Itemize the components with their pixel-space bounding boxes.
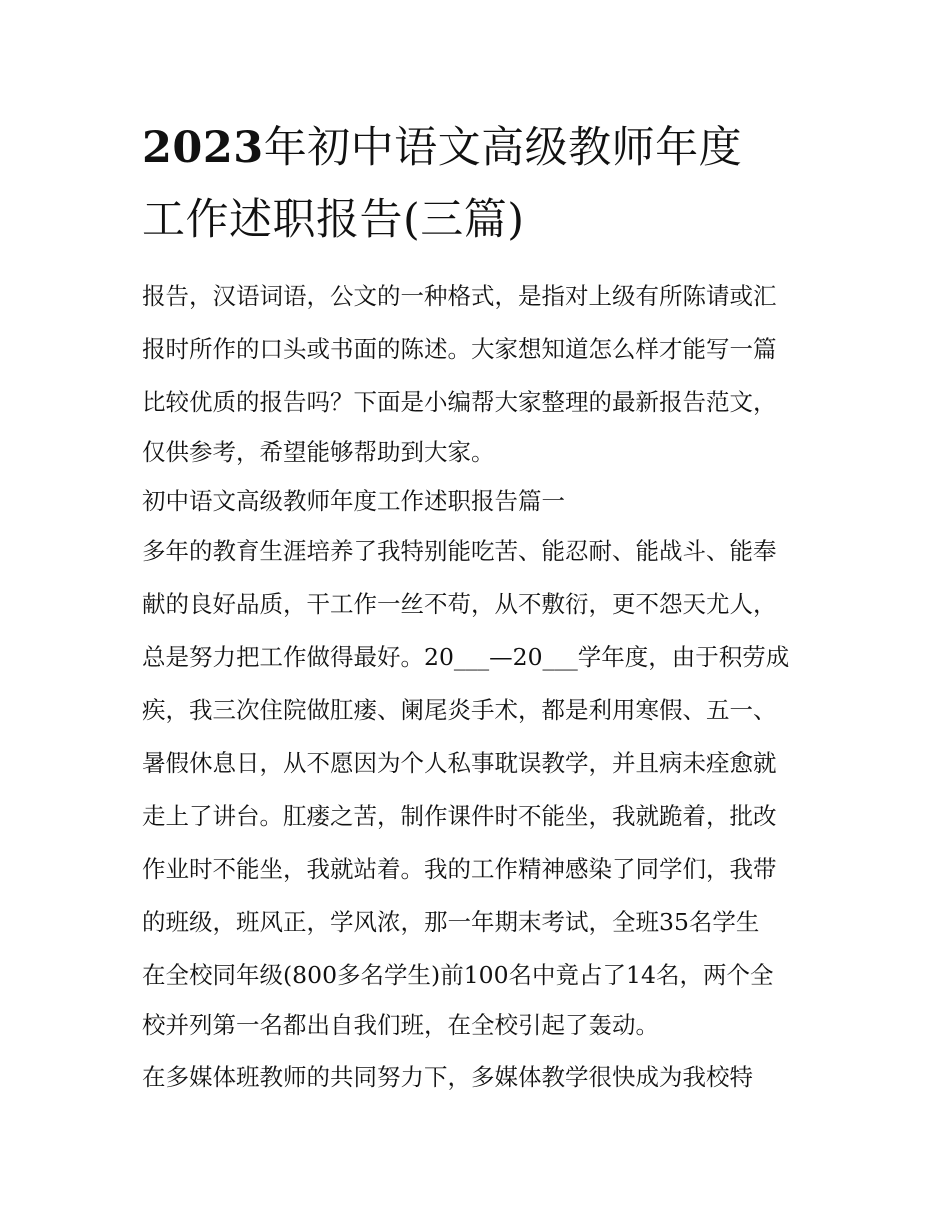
text-line: 暑假休息日，从不愿因为个人私事耽误教学，并且病未痊愈就 <box>142 749 777 777</box>
text-line: 疾，我三次住院做肛瘘、阑尾炎手术，都是利用寒假、五一、 <box>142 696 777 724</box>
text-line: 多年的教育生涯培养了我特别能吃苦、能忍耐、能战斗、能奉 <box>142 537 777 565</box>
text-line: 在多媒体班教师的共同努力下，多媒体教学很快成为我校特 <box>142 1063 753 1091</box>
text-line: 仅供参考，希望能够帮助到大家。 <box>142 438 495 466</box>
text-line: 献的良好品质，干工作一丝不苟，从不敷衍，更不怨天尤人， <box>142 590 777 618</box>
title-year: 2023 <box>142 123 264 173</box>
section-heading: 初中语文高级教师年度工作述职报告篇一 <box>142 487 565 515</box>
title-text: 工作述职报告(三篇) <box>142 195 525 245</box>
title-line-2 <box>142 184 814 256</box>
title-line-1 <box>142 112 814 184</box>
title-text: 年初中语文高级教师年度 <box>263 123 743 173</box>
text-line: 走上了讲台。肛瘘之苦，制作课件时不能坐，我就跪着，批改 <box>142 802 777 830</box>
text-line: 报告，汉语词语，公文的一种格式，是指对上级有所陈请或汇 <box>142 282 777 310</box>
text-line: 报时所作的口头或书面的陈述。大家想知道怎么样才能写一篇 <box>142 335 777 363</box>
page-title <box>142 112 814 256</box>
text-line: 校并列第一名都出自我们班，在全校引起了轰动。 <box>142 1011 659 1039</box>
text-line: 的班级，班风正，学风浓，那一年期末考试，全班35名学生 <box>142 908 760 936</box>
paragraph-1 <box>142 525 814 1049</box>
text-line: 比较优质的报告吗？下面是小编帮大家整理的最新报告范文， <box>142 388 777 416</box>
document-content <box>142 270 814 1104</box>
text-line: 在全校同年级(800多名学生)前100名中竟占了14名，两个全 <box>142 961 774 989</box>
text-line: 总是努力把工作做得最好。20___—20___学年度，由于积劳成 <box>142 643 790 671</box>
text-line: 作业时不能坐，我就站着。我的工作精神感染了同学们，我带 <box>142 855 777 883</box>
document-body <box>142 112 814 1104</box>
paragraph-2 <box>142 1051 814 1104</box>
intro-paragraph <box>142 270 814 476</box>
